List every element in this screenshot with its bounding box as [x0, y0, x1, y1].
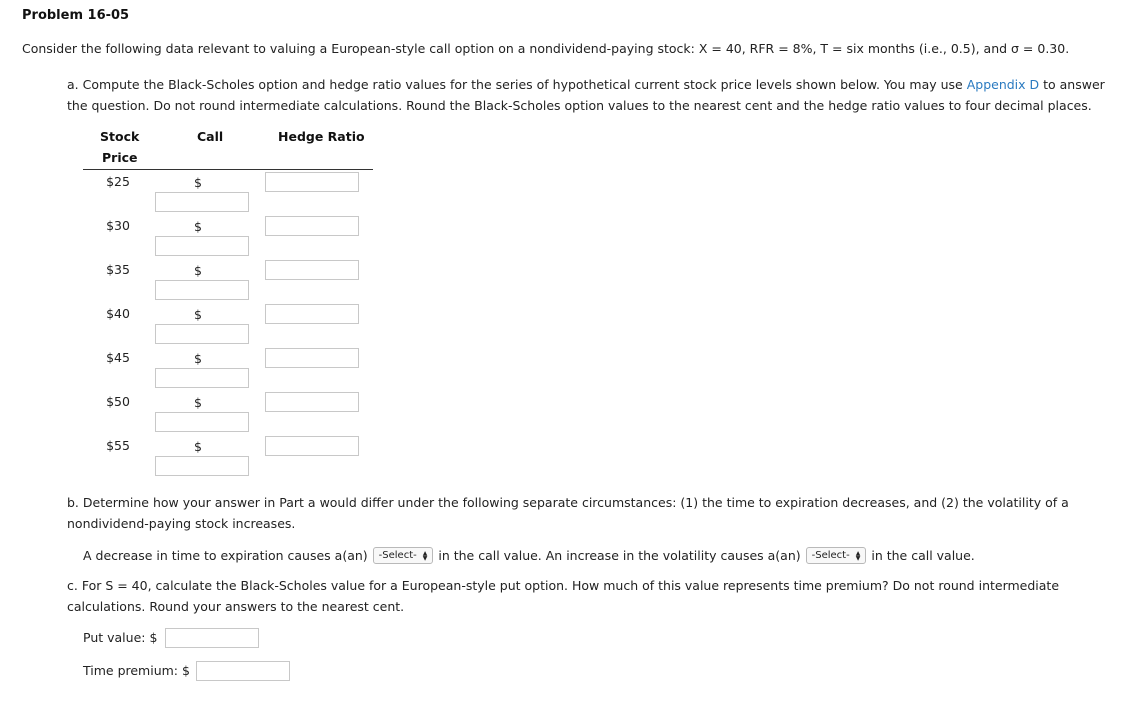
chevron-updown-icon: ▲ ▼: [855, 549, 861, 562]
part-a-text-1: a. Compute the Black-Scholes option and hedge ratio values for the series of hypothetical current stock price levels shown below. You may use: [67, 77, 967, 92]
hedge-ratio-input[interactable]: [265, 260, 359, 280]
put-value-input[interactable]: [165, 628, 259, 648]
problem-title: Problem 16-05: [22, 8, 130, 23]
hedge-ratio-input[interactable]: [265, 172, 359, 192]
stock-price: $45: [106, 350, 130, 365]
header-stock: Stock: [100, 129, 140, 144]
header-call: Call: [197, 129, 224, 144]
part-a-text-2: to answer the question. Do not round intermediate calculations. Round the Black-Scholes option values to the nearest cent and the hedge ratio values to four decimal places.: [67, 77, 1105, 113]
time-premium-label: Time premium: $: [83, 663, 190, 678]
stock-price: $40: [106, 306, 130, 321]
part-b-sentence-1: A decrease in time to expiration causes a(an): [83, 548, 368, 563]
dollar-sign: $: [194, 307, 202, 322]
part-a-instructions: [67, 74, 1107, 116]
call-value-input[interactable]: [155, 368, 249, 388]
appendix-d-link[interactable]: Appendix D: [966, 77, 1040, 92]
dollar-sign: $: [194, 263, 202, 278]
call-value-input[interactable]: [155, 192, 249, 212]
call-value-input[interactable]: [155, 324, 249, 344]
put-value-label: Put value: $: [83, 630, 158, 645]
hedge-ratio-input[interactable]: [265, 304, 359, 324]
stock-price: $30: [106, 218, 130, 233]
problem-intro: Consider the following data relevant to valuing a European-style call option on a nondividend-paying stock: X = 40, RFR = 8%, T = six months (i.e., 0.5), and σ = 0.30.: [22, 41, 1070, 56]
stock-price: $55: [106, 438, 130, 453]
part-b-sentence-2: in the call value. An increase in the volatility causes a(an): [438, 548, 801, 563]
dollar-sign: $: [194, 395, 202, 410]
call-value-input[interactable]: [155, 456, 249, 476]
time-premium-input[interactable]: [196, 661, 290, 681]
hedge-ratio-input[interactable]: [265, 436, 359, 456]
part-b-sentence-3: in the call value.: [871, 548, 975, 563]
part-c-instructions: c. For S = 40, calculate the Black-Scholes value for a European-style put option. How much of this value represents time premium? Do not round intermediate calculations. Round your answers to the nearest cent.: [67, 578, 1060, 614]
hedge-ratio-input[interactable]: [265, 392, 359, 412]
stock-price: $25: [106, 174, 130, 189]
dollar-sign: $: [194, 351, 202, 366]
volatility-effect-select[interactable]: [806, 547, 867, 564]
select-value: -Select-: [378, 550, 417, 561]
part-b-answer-line: [83, 547, 975, 564]
select-value: -Select-: [811, 550, 850, 561]
stock-price: $35: [106, 262, 130, 277]
stock-price: $50: [106, 394, 130, 409]
header-hedge-ratio: Hedge Ratio: [278, 129, 365, 144]
dollar-sign: $: [194, 219, 202, 234]
dollar-sign: $: [194, 175, 202, 190]
header-price: Price: [102, 150, 138, 165]
call-value-input[interactable]: [155, 280, 249, 300]
header-divider: [83, 169, 373, 170]
dollar-sign: $: [194, 439, 202, 454]
time-effect-select[interactable]: [373, 547, 434, 564]
hedge-ratio-input[interactable]: [265, 348, 359, 368]
chevron-updown-icon: ▲ ▼: [422, 549, 428, 562]
call-value-input[interactable]: [155, 412, 249, 432]
part-b-instructions: b. Determine how your answer in Part a would differ under the following separate circumstances: (1) the time to expiration decreases, and (2) the volatility of a nondividend-paying stock increases.: [67, 495, 1069, 531]
hedge-ratio-input[interactable]: [265, 216, 359, 236]
call-value-input[interactable]: [155, 236, 249, 256]
